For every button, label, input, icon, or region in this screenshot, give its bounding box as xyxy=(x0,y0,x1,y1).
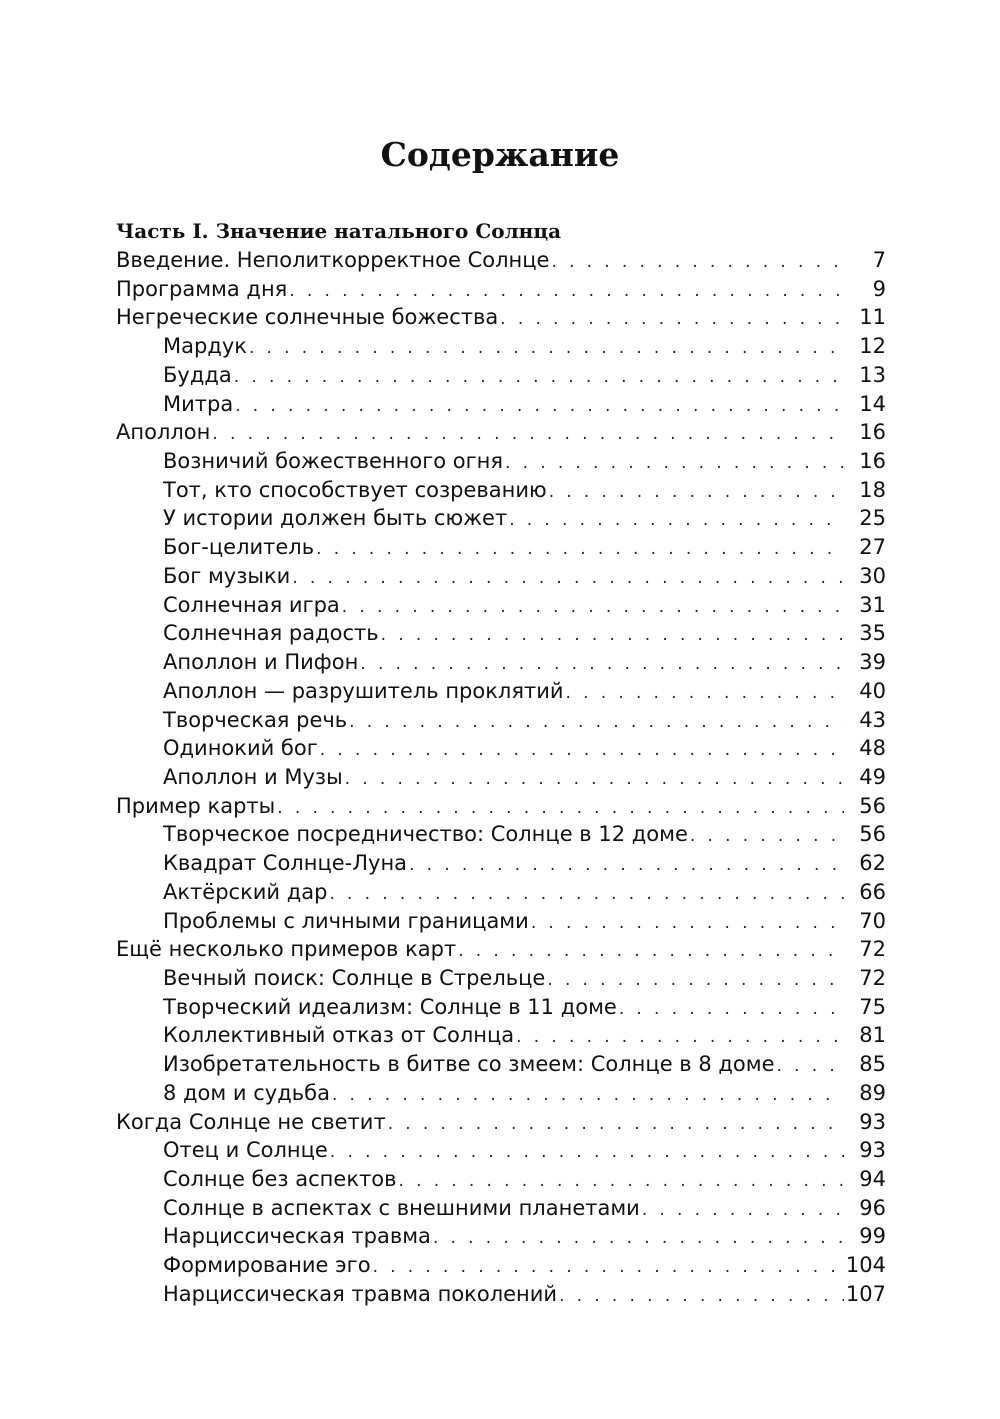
toc-entry-title: Пример карты xyxy=(116,793,276,818)
toc-entry xyxy=(116,1021,886,1050)
toc-entry-page-number: 11 xyxy=(859,305,886,330)
toc-entry-page-number: 12 xyxy=(859,334,886,359)
toc-entry-page-number: 39 xyxy=(859,650,886,675)
toc-entry-title: Бог музыки xyxy=(163,563,291,588)
toc-entry xyxy=(116,1136,886,1165)
dot-leader xyxy=(500,305,844,334)
toc-entry xyxy=(116,1165,886,1194)
toc-entry-page-number: 56 xyxy=(859,793,886,818)
toc-entry-title: Митра xyxy=(163,391,234,416)
toc-entry-title: Солнечная игра xyxy=(163,592,340,617)
toc-entry-page-number: 35 xyxy=(859,621,886,646)
dot-leader xyxy=(433,1224,844,1253)
toc-entry-page-number: 94 xyxy=(859,1167,886,1191)
toc-entry xyxy=(116,878,886,907)
dot-leader xyxy=(292,564,844,593)
toc-entry-page-number: 107 xyxy=(845,1281,886,1306)
toc-entry xyxy=(116,1194,886,1223)
dot-leader xyxy=(249,334,844,363)
toc-entry xyxy=(116,303,886,332)
dot-leader xyxy=(316,535,844,564)
toc-entry-title: Вечный поиск: Солнце в Стрельце xyxy=(163,965,546,990)
toc-entry-page-number: 49 xyxy=(859,764,886,789)
toc-entry xyxy=(116,246,886,275)
toc-entry-page-number: 14 xyxy=(859,391,886,416)
toc-entry-title: Введение. Неполиткорректное Солнце xyxy=(116,248,550,272)
toc-entry xyxy=(116,504,886,533)
toc-entry xyxy=(116,619,886,648)
toc-entry xyxy=(116,1222,886,1251)
dot-leader xyxy=(547,966,844,995)
dot-leader xyxy=(458,937,844,966)
dot-leader xyxy=(329,880,844,909)
toc-entry-title: Солнце без аспектов xyxy=(163,1167,397,1191)
toc-entry-page-number: 62 xyxy=(859,851,886,876)
toc-entry-page-number: 75 xyxy=(859,994,886,1019)
toc-entry-title: Формирование эго xyxy=(163,1253,371,1278)
dot-leader xyxy=(619,995,844,1024)
toc-entry-page-number: 13 xyxy=(859,362,886,387)
dot-leader xyxy=(320,736,844,765)
toc-entry xyxy=(116,562,886,591)
toc-entry-title: Тот, кто способствует созреванию xyxy=(163,477,547,502)
dot-leader xyxy=(690,822,844,851)
toc-entry xyxy=(116,1108,886,1137)
toc-entry-page-number: 72 xyxy=(859,937,886,962)
toc-entry-page-number: 16 xyxy=(859,449,886,474)
dot-leader xyxy=(566,679,844,708)
toc-entry-title: 8 дом и судьба xyxy=(163,1080,330,1105)
toc-entry xyxy=(116,849,886,878)
toc-entry xyxy=(116,533,886,562)
dot-leader xyxy=(345,765,844,794)
toc-entry-title: Аполлон и Музы xyxy=(163,764,343,789)
toc-entry-page-number: 66 xyxy=(859,879,886,904)
toc-entry xyxy=(116,907,886,936)
toc-entry-page-number: 27 xyxy=(859,535,886,560)
dot-leader xyxy=(381,621,844,650)
toc-entry-title: Творческая речь xyxy=(163,707,348,732)
toc-entry xyxy=(116,1050,886,1079)
dot-leader xyxy=(277,794,844,823)
dot-leader xyxy=(349,708,844,737)
toc-entry-title: У истории должен быть сюжет xyxy=(163,506,508,531)
toc-entry-title: Квадрат Солнце-Луна xyxy=(163,851,408,876)
dot-leader xyxy=(505,449,844,478)
toc-entry-page-number: 93 xyxy=(859,1109,886,1134)
toc-entry xyxy=(116,332,886,361)
toc-entry-title: Творческий идеализм: Солнце в 11 доме xyxy=(163,994,617,1019)
dot-leader xyxy=(551,248,844,277)
toc-entry-page-number: 93 xyxy=(859,1138,886,1163)
toc-entry-page-number: 96 xyxy=(859,1195,886,1220)
toc-entry-title: Проблемы с личными границами xyxy=(163,908,529,933)
toc-entry-title: Аполлон и Пифон xyxy=(163,650,359,675)
toc-entry-title: Коллективный отказ от Солнца xyxy=(163,1023,515,1048)
dot-leader xyxy=(549,478,844,507)
dot-leader xyxy=(212,420,844,449)
dot-leader xyxy=(777,1052,844,1081)
toc-entry-title: Негреческие солнечные божества xyxy=(116,305,499,330)
dot-leader xyxy=(409,851,844,880)
toc-entry-page-number: 40 xyxy=(859,678,886,703)
toc-entry xyxy=(116,418,886,447)
toc-entry-title: Возничий божественного огня xyxy=(163,449,503,474)
toc-entry-page-number: 72 xyxy=(859,965,886,990)
toc-entry-page-number: 7 xyxy=(872,248,886,272)
part-heading: Часть I. Значение натального Солнца xyxy=(116,219,562,243)
toc-entry xyxy=(116,390,886,419)
toc-entry xyxy=(116,591,886,620)
toc-entry-title: Нарциссическая травма поколений xyxy=(163,1281,558,1306)
toc-entry-page-number: 25 xyxy=(859,506,886,531)
toc-entry-page-number: 89 xyxy=(859,1080,886,1105)
dot-leader xyxy=(330,1138,844,1167)
dot-leader xyxy=(531,909,844,938)
toc-entry-title: Одинокий бог xyxy=(163,736,318,761)
toc-entry xyxy=(116,734,886,763)
toc-entry xyxy=(116,1280,886,1309)
toc-entry-title: Солнечная радость xyxy=(163,621,379,646)
toc-entry xyxy=(116,361,886,390)
toc-entry xyxy=(116,964,886,993)
toc-entry-title: Отец и Солнце xyxy=(163,1138,328,1163)
dot-leader xyxy=(289,277,844,306)
dot-leader xyxy=(642,1196,844,1225)
toc-entry-title: Мардук xyxy=(163,334,247,359)
dot-leader xyxy=(373,1253,844,1282)
toc-entry xyxy=(116,677,886,706)
toc-entry xyxy=(116,820,886,849)
dot-leader xyxy=(398,1167,844,1196)
dot-leader xyxy=(360,650,844,679)
toc-entry-title: Изобретательность в битве со змеем: Солнце в 8 доме xyxy=(163,1052,775,1077)
dot-leader xyxy=(388,1110,844,1139)
toc-entry-page-number: 18 xyxy=(859,477,886,502)
dot-leader xyxy=(235,392,844,421)
toc-entry-page-number: 48 xyxy=(859,736,886,761)
toc-entry-title: Солнце в аспектах с внешними планетами xyxy=(163,1195,640,1220)
dot-leader xyxy=(559,1282,844,1311)
toc-entry-page-number: 56 xyxy=(859,822,886,847)
dot-leader xyxy=(332,1081,844,1110)
dot-leader xyxy=(342,593,844,622)
toc-entry-page-number: 81 xyxy=(859,1023,886,1048)
toc-entry-page-number: 85 xyxy=(859,1052,886,1077)
table-of-contents xyxy=(116,216,886,1309)
toc-entry-page-number: 43 xyxy=(859,707,886,732)
toc-entry xyxy=(116,993,886,1022)
toc-entry-page-number: 104 xyxy=(845,1253,886,1278)
toc-list xyxy=(116,246,886,1309)
toc-entry-title: Нарциссическая травма xyxy=(163,1224,431,1249)
toc-entry xyxy=(116,1079,886,1108)
toc-entry xyxy=(116,706,886,735)
dot-leader xyxy=(234,363,844,392)
toc-entry-page-number: 30 xyxy=(859,563,886,588)
page-title: Содержание xyxy=(380,135,620,174)
toc-entry xyxy=(116,476,886,505)
toc-entry xyxy=(116,648,886,677)
toc-entry xyxy=(116,1251,886,1280)
toc-entry-title: Будда xyxy=(163,362,232,387)
toc-entry-title: Аполлон — разрушитель проклятий xyxy=(163,678,564,703)
dot-leader xyxy=(509,506,844,535)
toc-entry xyxy=(116,935,886,964)
toc-entry xyxy=(116,763,886,792)
toc-entry xyxy=(116,792,886,821)
toc-entry-page-number: 31 xyxy=(859,592,886,617)
toc-entry-title: Бог-целитель xyxy=(163,535,315,560)
toc-entry-page-number: 9 xyxy=(872,276,886,301)
toc-entry xyxy=(116,275,886,304)
toc-entry-page-number: 99 xyxy=(859,1224,886,1249)
toc-entry-title: Актёрский дар xyxy=(163,879,328,904)
toc-entry-title: Творческое посредничество: Солнце в 12 доме xyxy=(163,822,688,847)
toc-entry xyxy=(116,447,886,476)
toc-entry-page-number: 16 xyxy=(859,420,886,445)
toc-entry-title: Программа дня xyxy=(116,276,288,301)
toc-entry-title: Когда Солнце не светит xyxy=(116,1109,386,1134)
dot-leader xyxy=(516,1023,844,1052)
toc-entry-title: Ещё несколько примеров карт xyxy=(116,937,457,962)
toc-entry-title: Аполлон xyxy=(116,420,211,445)
toc-entry-page-number: 70 xyxy=(859,908,886,933)
